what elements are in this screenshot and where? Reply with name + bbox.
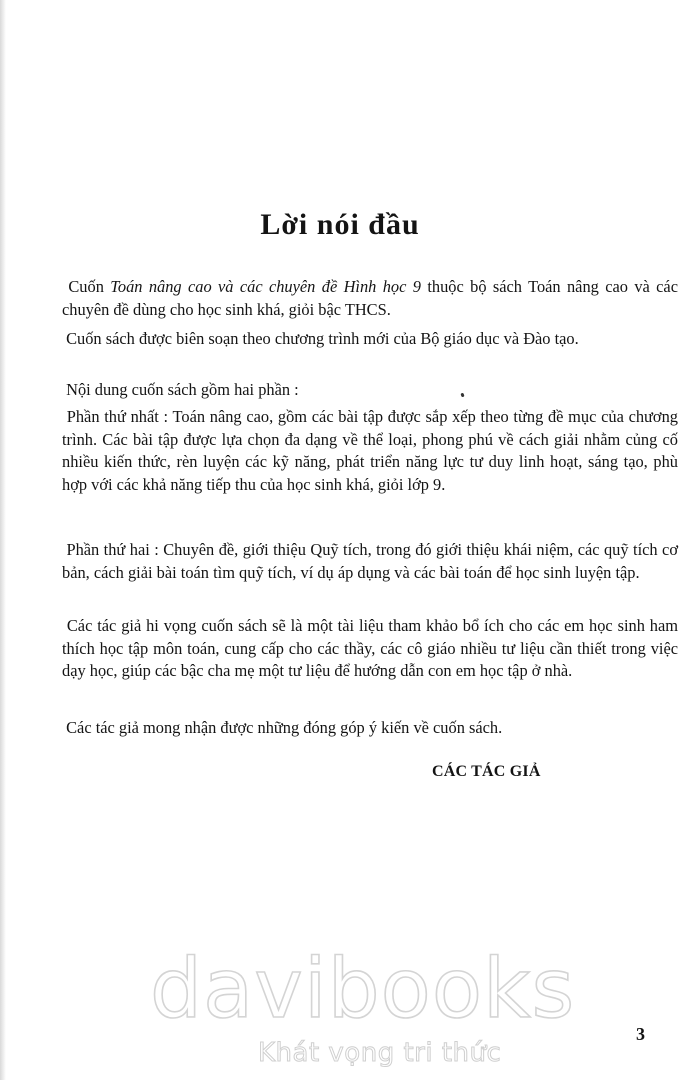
paragraph-part-one-text: Phần thứ nhất : Toán nâng cao, gồm các bài tập được sắp xếp theo từng đề mục của chương trình. Các bài tập được lựa chọn đa dạng về thể loại, phong phú về cách giải nhằm củng cố nhiều kiến thức, rèn luyện các kỹ năng, phát triển năng lực tư duy linh hoạt, sáng tạo, phù hợp với các khả năng tiếp thu của học sinh khá, giỏi lớp 9.	[62, 407, 678, 494]
paragraph-intro	[62, 276, 678, 321]
page-number: 3	[636, 1024, 645, 1044]
paragraph-compiled	[62, 328, 678, 351]
paragraph-authors-hope-text: Các tác giả hi vọng cuốn sách sẽ là một tài liệu tham khảo bổ ích cho các em học sinh ham thích học tập môn toán, cung cấp cho các thầy, các cô giáo nhiều tư liệu cần thiết trong việc dạy học, giúp các bậc cha mẹ một tư liệu để hướng dẫn con em học tập ở nhà.	[62, 616, 678, 681]
paragraph-authors-hope	[62, 615, 678, 683]
authors-signature: CÁC TÁC GIẢ	[432, 763, 541, 780]
intro-lead-text: Cuốn	[68, 277, 111, 296]
paragraph-feedback	[62, 717, 678, 740]
intro-tail-text: thuộc bộ sách Toán nâng cao và các chuyên đề dùng cho học sinh khá, giỏi bậc THCS.	[62, 277, 678, 319]
watermark-tagline: Khát vọng tri thức	[258, 1038, 502, 1068]
page-edge-shadow	[0, 0, 6, 1080]
watermark-brand: davibooks	[150, 942, 576, 1037]
paragraph-contents-text: Nội dung cuốn sách gồm hai phần :	[66, 380, 299, 399]
book-title-italic: Toán nâng cao và các chuyên đề Hình học 9	[110, 277, 421, 296]
paragraph-part-two-text: Phần thứ hai : Chuyên đề, giới thiệu Quỹ tích, trong đó giới thiệu khái niệm, các quỹ tích cơ bản, cách giải bài toán tìm quỹ tích, ví dụ áp dụng và các bài toán để học sinh luyện tập.	[62, 540, 678, 582]
paragraph-compiled-text: Cuốn sách được biên soạn theo chương trình mới của Bộ giáo dục và Đào tạo.	[66, 329, 579, 348]
paragraph-contents	[62, 379, 678, 402]
paragraph-part-one	[62, 406, 678, 496]
paragraph-feedback-text: Các tác giả mong nhận được những đóng góp ý kiến về cuốn sách.	[66, 718, 503, 737]
page-title: Lời nói đầu	[260, 208, 420, 241]
paragraph-part-two	[62, 539, 678, 584]
